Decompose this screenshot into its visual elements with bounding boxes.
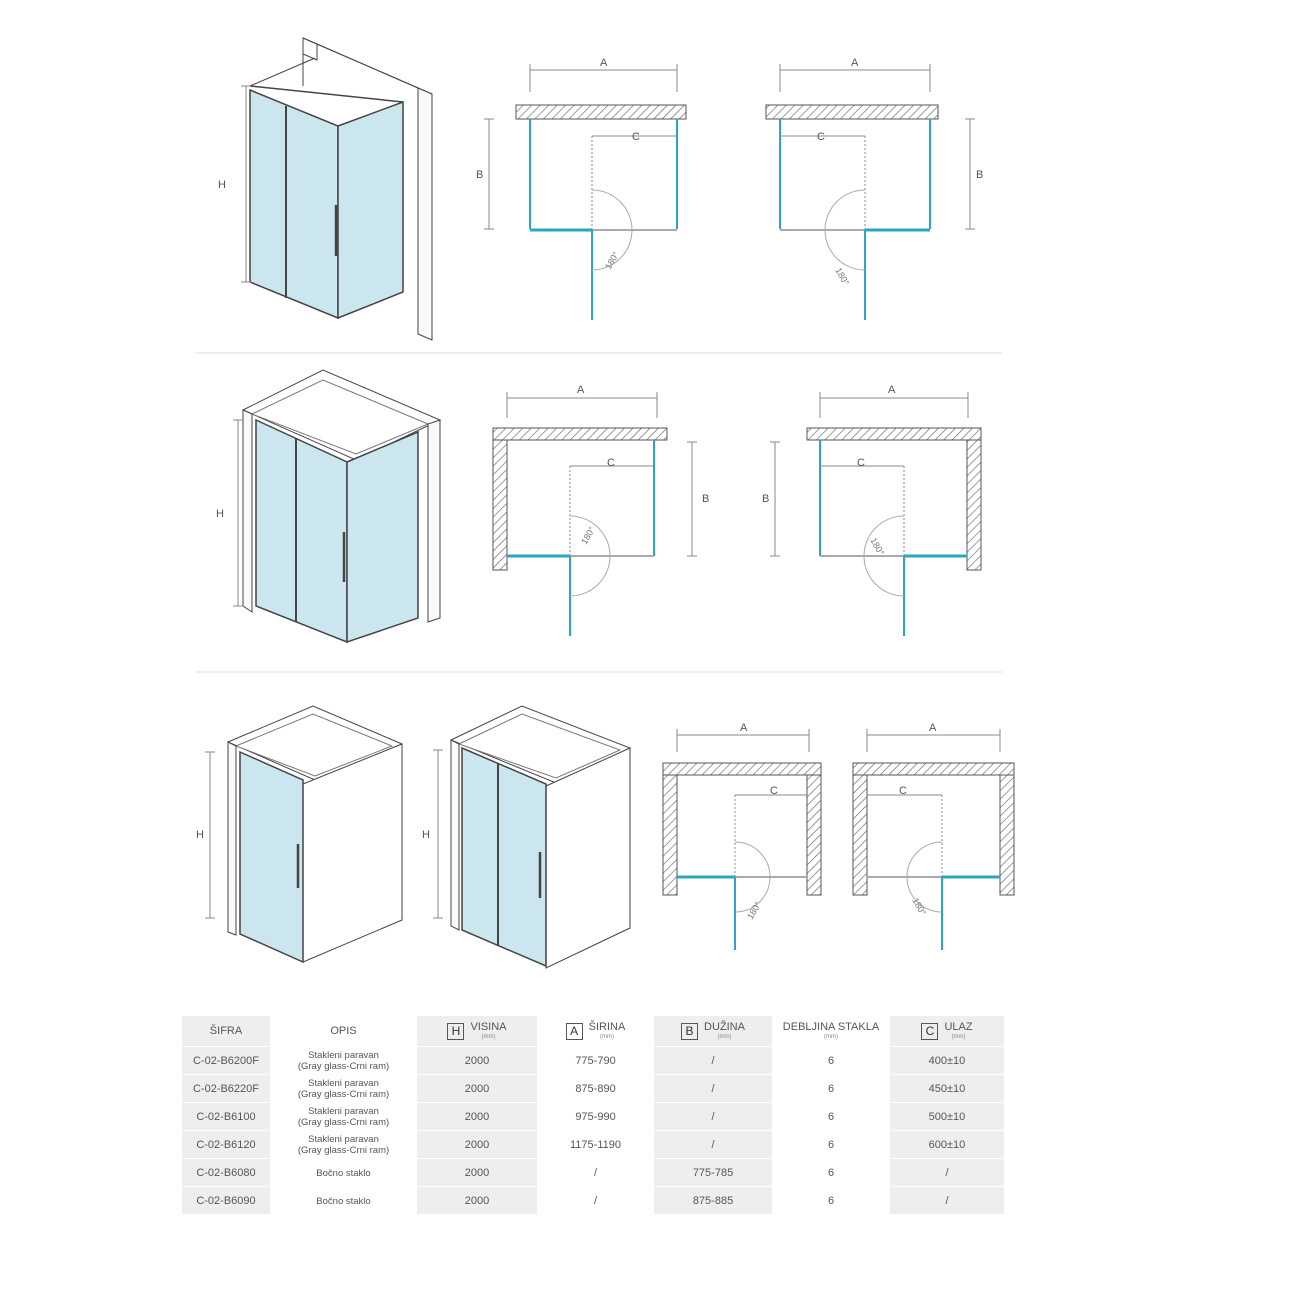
label-b-p3: B [702,493,710,505]
header-ulaz-unit: (mm) [951,1034,966,1040]
label-angle-p3: 180° [579,524,598,546]
cell-opis-line2: (Gray glass-Crni ram) [297,1116,390,1128]
label-a-p5: A [740,722,748,734]
cell-opis [270,1102,417,1130]
label-b-p1: B [476,169,484,181]
header-opis: OPIS [270,1016,417,1046]
label-c-p2: C [817,131,825,143]
header-debljina [772,1016,890,1046]
dim-h-row3a [205,752,215,918]
cell-sifra: C-02-B6220F [182,1074,270,1102]
label-a-p2: A [851,57,859,69]
cell-visina: 2000 [417,1074,537,1102]
iso-view-niche-door [451,706,630,968]
header-visina-unit: (mm) [481,1034,496,1040]
header-duzina [654,1016,772,1046]
letter-a-icon: A [566,1023,583,1040]
cell-debljina: 6 [772,1158,890,1186]
cell-duzina: 775-785 [654,1158,772,1186]
cell-opis-line2: (Gray glass-Crni ram) [297,1144,390,1156]
plan-row2-left [493,392,697,636]
cell-opis-line1: Stakleni paravan [308,1133,379,1145]
letter-h-icon: H [447,1023,464,1040]
cell-sifra: C-02-B6090 [182,1186,270,1214]
plan-row3-right [853,729,1014,950]
cell-visina: 2000 [417,1102,537,1130]
cell-opis [270,1186,417,1214]
cell-ulaz: 400±10 [890,1046,1004,1074]
label-c-p1: C [632,131,640,143]
dim-h-row3b [433,750,443,918]
iso-view-pivot-door [228,706,402,962]
cell-sifra: C-02-B6200F [182,1046,270,1074]
plan-row1-right [766,64,975,320]
cell-sifra: C-02-B6100 [182,1102,270,1130]
header-duzina-unit: (mm) [717,1034,732,1040]
cell-sifra: C-02-B6080 [182,1158,270,1186]
label-a-p3: A [577,384,585,396]
label-a-p1: A [600,57,608,69]
cell-duzina: / [654,1130,772,1158]
label-c-p5: C [770,785,778,797]
label-a-p6: A [929,722,937,734]
cell-duzina: 875-885 [654,1186,772,1214]
cell-ulaz: / [890,1158,1004,1186]
label-angle-p1: 180° [603,249,622,271]
label-h-row1: H [218,179,226,191]
cell-debljina: 6 [772,1046,890,1074]
label-angle-p6: 180° [910,896,929,918]
table-row [182,1186,1004,1214]
header-debljina-label: DEBLJINA STAKLA [782,1021,880,1033]
cell-opis-line1: Stakleni paravan [308,1105,379,1117]
label-b-p2: B [976,169,984,181]
cell-duzina: / [654,1046,772,1074]
cell-sirina: / [537,1158,654,1186]
cell-sirina: 775-790 [537,1046,654,1074]
cell-visina: 2000 [417,1186,537,1214]
cell-visina: 2000 [417,1046,537,1074]
label-h-row3b: H [422,829,430,841]
label-c-p4: C [857,457,865,469]
table-row [182,1158,1004,1186]
label-c-p6: C [899,785,907,797]
plan-row1-left [484,64,686,320]
header-sirina [537,1016,654,1046]
table-row [182,1046,1004,1074]
cell-opis-line1: Bočno staklo [316,1195,371,1207]
cell-ulaz: 450±10 [890,1074,1004,1102]
cell-sirina: 975-990 [537,1102,654,1130]
cell-visina: 2000 [417,1158,537,1186]
label-a-p4: A [888,384,896,396]
plan-row2-right [770,392,981,636]
header-ulaz-label: ULAZ [944,1021,973,1033]
plan-row3-left [663,729,821,950]
label-angle-p2: 180° [833,266,852,288]
cell-opis-line1: Stakleni paravan [308,1049,379,1061]
header-visina [417,1016,537,1046]
table-row [182,1130,1004,1158]
cell-opis-line2: (Gray glass-Crni ram) [297,1060,390,1072]
cell-opis-line1: Bočno staklo [316,1167,371,1179]
cell-sirina: 875-890 [537,1074,654,1102]
label-h-row3a: H [196,829,204,841]
iso-view-corner-enclosure [250,38,432,340]
label-c-p3: C [607,457,615,469]
cell-sirina: 1175-1190 [537,1130,654,1158]
label-b-p4: B [762,493,770,505]
cell-debljina: 6 [772,1186,890,1214]
cell-visina: 2000 [417,1130,537,1158]
cell-duzina: / [654,1102,772,1130]
table-header-row [182,1016,1004,1046]
header-duzina-label: DUŽINA [704,1021,745,1033]
spec-table [182,1016,1004,1214]
cell-opis-line2: (Gray glass-Crni ram) [297,1088,390,1100]
letter-c-icon: C [921,1023,938,1040]
cell-debljina: 6 [772,1074,890,1102]
cell-debljina: 6 [772,1130,890,1158]
table-row [182,1074,1004,1102]
cell-opis [270,1046,417,1074]
letter-b-icon: B [681,1023,698,1040]
cell-ulaz: 500±10 [890,1102,1004,1130]
label-angle-p5: 180° [745,899,764,921]
cell-opis [270,1074,417,1102]
cell-debljina: 6 [772,1102,890,1130]
cell-opis [270,1130,417,1158]
cell-ulaz: / [890,1186,1004,1214]
label-h-row2: H [216,508,224,520]
cell-sirina: / [537,1186,654,1214]
iso-view-niche-enclosure [243,370,440,642]
cell-opis [270,1158,417,1186]
cell-opis-line1: Stakleni paravan [308,1077,379,1089]
dim-h-row2 [233,420,243,606]
label-angle-p4: 180° [868,536,887,558]
header-sirina-unit: (mm) [600,1034,614,1040]
cell-sifra: C-02-B6120 [182,1130,270,1158]
header-ulaz [890,1016,1004,1046]
cell-ulaz: 600±10 [890,1130,1004,1158]
header-debljina-unit: (mm) [823,1034,838,1040]
header-visina-label: VISINA [470,1021,507,1033]
header-sifra: ŠIFRA [182,1016,270,1046]
header-sirina-label: ŠIRINA [588,1021,626,1033]
table-row [182,1102,1004,1130]
cell-duzina: / [654,1074,772,1102]
